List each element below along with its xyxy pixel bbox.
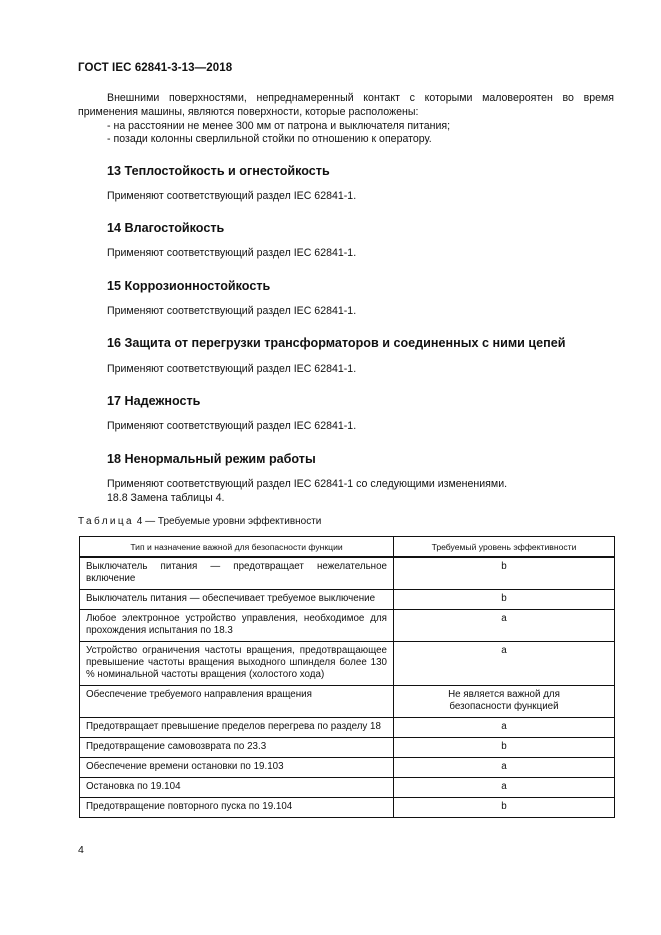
intro-bullet: - позади колонны сверлильной стойки по отношению к оператору.: [107, 133, 432, 145]
level-cell: b: [394, 590, 615, 610]
function-cell: Выключатель питания — предотвращает нежелательное включение: [80, 557, 394, 590]
table-row: [80, 758, 615, 778]
table-row: [80, 610, 615, 642]
table-header-row: [80, 537, 615, 558]
section-15-text: Применяют соответствующий раздел IEC 62841-1.: [107, 305, 357, 317]
function-cell: Выключатель питания — обеспечивает требуемое выключение: [80, 590, 394, 610]
section-18-heading: 18 Ненормальный режим работы: [107, 452, 316, 466]
table-row: [80, 557, 615, 590]
table-caption-title: 4 — Требуемые уровни эффективности: [136, 516, 322, 527]
intro-paragraph: Внешними поверхностями, непреднамеренный контакт с которыми маловероятен во время применения машины, являются поверхности, которые расположены:: [78, 92, 614, 118]
section-16-heading: 16 Защита от перегрузки трансформаторов и соединенных с ними цепей: [107, 336, 566, 350]
table-row: [80, 590, 615, 610]
page-number: 4: [78, 844, 84, 856]
section-15-heading: 15 Коррозионностойкость: [107, 279, 271, 293]
function-cell: Предотвращение самовозврата по 23.3: [80, 738, 394, 758]
section-14-text: Применяют соответствующий раздел IEC 62841-1.: [107, 247, 357, 259]
level-cell: a: [394, 610, 615, 642]
section-14-heading: 14 Влагостойкость: [107, 221, 225, 235]
level-cell: a: [394, 642, 615, 686]
function-cell: Предотвращение повторного пуска по 19.104: [80, 798, 394, 818]
table-row: [80, 718, 615, 738]
table-row: [80, 686, 615, 718]
level-cell: a: [394, 778, 615, 798]
function-cell: Остановка по 19.104: [80, 778, 394, 798]
level-cell: Не является важной для безопасности функцией: [394, 686, 615, 718]
table-row: [80, 642, 615, 686]
section-17-text: Применяют соответствующий раздел IEC 62841-1.: [107, 420, 357, 432]
function-cell: Обеспечение времени остановки по 19.103: [80, 758, 394, 778]
function-cell: Предотвращает превышение пределов перегрева по разделу 18: [80, 718, 394, 738]
column-header-level: Требуемый уровень эффективности: [394, 537, 615, 558]
table-row: [80, 798, 615, 818]
intro-bullet: - на расстоянии не менее 300 мм от патрона и выключателя питания;: [107, 120, 451, 132]
section-13-heading: 13 Теплостойкость и огнестойкость: [107, 164, 330, 178]
section-17-heading: 17 Надежность: [107, 394, 201, 408]
efficiency-table: [79, 536, 615, 818]
level-cell: b: [394, 557, 615, 590]
section-16-text: Применяют соответствующий раздел IEC 62841-1.: [107, 363, 357, 375]
function-cell: Устройство ограничения частоты вращения, предотвращающее превышение частоты вращения выходного шпинделя более 130 % номинальной частоты вращения (холостого хода): [80, 642, 394, 686]
table-caption: [78, 516, 321, 527]
column-header-function: Тип и назначение важной для безопасности функции: [80, 537, 394, 558]
section-18-subitem: 18.8 Замена таблицы 4.: [107, 492, 225, 504]
level-cell: a: [394, 758, 615, 778]
level-cell: a: [394, 718, 615, 738]
table-caption-label: Таблица: [78, 516, 135, 527]
level-cell: b: [394, 798, 615, 818]
document-header: ГОСТ IEC 62841-3-13—2018: [78, 62, 233, 74]
function-cell: Любое электронное устройство управления, необходимое для прохождения испытания по 18.3: [80, 610, 394, 642]
level-cell: b: [394, 738, 615, 758]
table-row: [80, 778, 615, 798]
section-18-text: Применяют соответствующий раздел IEC 62841-1 со следующими изменениями.: [107, 478, 508, 490]
table-row: [80, 738, 615, 758]
function-cell: Обеспечение требуемого направления вращения: [80, 686, 394, 718]
section-13-text: Применяют соответствующий раздел IEC 62841-1.: [107, 190, 357, 202]
